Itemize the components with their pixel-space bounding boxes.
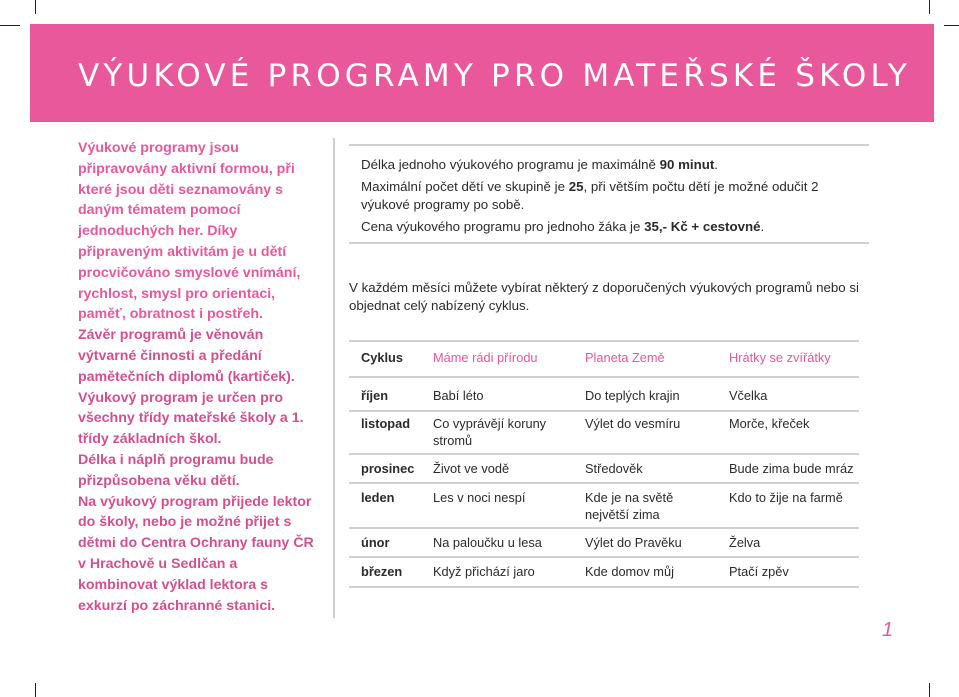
table-cell: Včelka <box>729 388 768 403</box>
page-number: 1 <box>882 619 894 641</box>
table-cell: Do teplých krajin <box>585 388 680 403</box>
table-header-cell: Hrátky se zvířátky <box>729 350 831 365</box>
table-rule <box>349 527 859 529</box>
table-cell: Kde je na světě největší zima <box>585 490 674 522</box>
table-cell: Babí léto <box>433 388 484 403</box>
table-cell: únor <box>361 535 390 550</box>
table-cell: listopad <box>361 416 411 431</box>
table-cell: Kdo to žije na farmě <box>729 490 843 505</box>
page-title: VÝUKOVÉ PROGRAMY PRO MATEŘSKÉ ŠKOLY <box>78 58 911 94</box>
table-cell: Výlet do vesmíru <box>585 416 681 431</box>
table-rule <box>349 410 859 412</box>
crop-mark <box>944 25 959 26</box>
table-rule <box>349 586 859 588</box>
info-box-bottom-rule <box>349 242 869 244</box>
closing-paragraph: Závěr programů je věnován výtvarné činnosti a předání pamětečních diplomů (kartiček). <box>78 327 295 385</box>
left-column <box>78 138 318 616</box>
table-header-cell: Cyklus <box>361 350 403 365</box>
crop-mark <box>0 25 20 26</box>
table-cell: Když přichází jaro <box>433 564 535 579</box>
duration-line: Délka jednoho výukového programu je maximálně 90 minut. <box>361 157 718 172</box>
table-rule <box>349 453 859 455</box>
table-cell: březen <box>361 564 403 579</box>
info-box-top-rule <box>349 144 869 146</box>
table-rule <box>349 482 859 484</box>
audience-paragraph: Výukový program je určen pro všechny třídy mateřské školy a 1. třídy základních škol. <box>78 389 304 448</box>
table-cell: leden <box>361 490 395 505</box>
length-paragraph: Délka i náplň programu bude přizpůsobena věku dětí. <box>78 451 274 489</box>
table-cell: Morče, křeček <box>729 416 810 431</box>
table-rule <box>349 340 859 342</box>
table-cell: Co vyprávějí koruny stromů <box>433 416 547 448</box>
price-line: Cena výukového programu pro jednoho žáka je 35,- Kč + cestovné. <box>361 219 765 234</box>
table-cell: Ptačí zpěv <box>729 564 789 579</box>
info-box <box>349 144 861 240</box>
table-rule <box>349 556 859 558</box>
table-cell: Kde domov můj <box>585 564 674 579</box>
location-paragraph: Na výukový program přijede lektor do školy, nebo je možné přijet s dětmi do Centra Ochrany fauny ČR v Hrachově u Sedlčan a kombinovat výklad lektora s exkurzí po záchranné stanici. <box>78 493 314 614</box>
column-divider <box>333 138 335 618</box>
table-cell: Život ve vodě <box>433 461 510 476</box>
table-cell: Želva <box>729 535 761 550</box>
table-cell: říjen <box>361 388 389 403</box>
table-header-cell: Máme rádi přírodu <box>433 350 538 365</box>
table-cell: Středověk <box>585 461 643 476</box>
crop-mark <box>35 683 36 697</box>
table-cell: prosinec <box>361 461 415 476</box>
table-cell: Bude zima bude mráz <box>729 461 854 476</box>
crop-mark <box>35 0 36 14</box>
intro-paragraph: Výukové programy jsou připravovány aktivní formou, při které jsou děti seznamovány s daným tématem pomocí jednoduchých her. Díky připraveným aktivitám je u dětí procvičováno smyslové vnímání, rychlost, smysl pro orientaci, paměť, obratnost i postřeh. <box>78 140 301 323</box>
table-cell: Na paloučku u lesa <box>433 535 542 550</box>
crop-mark <box>929 0 930 14</box>
table-rule <box>349 376 859 378</box>
table-header-cell: Planeta Země <box>585 350 665 365</box>
table-cell: Les v noci nespí <box>433 490 526 505</box>
table-cell: Výlet do Pravěku <box>585 535 682 550</box>
group-size-line: Maximální počet dětí ve skupině je 25, při větším počtu dětí je možné odučit 2 výukové programy po sobě. <box>361 179 819 212</box>
crop-mark <box>929 683 930 697</box>
offer-text: V každém měsíci můžete vybírat některý z doporučených výukových programů nebo si objednat celý nabízený cyklus. <box>349 280 859 313</box>
